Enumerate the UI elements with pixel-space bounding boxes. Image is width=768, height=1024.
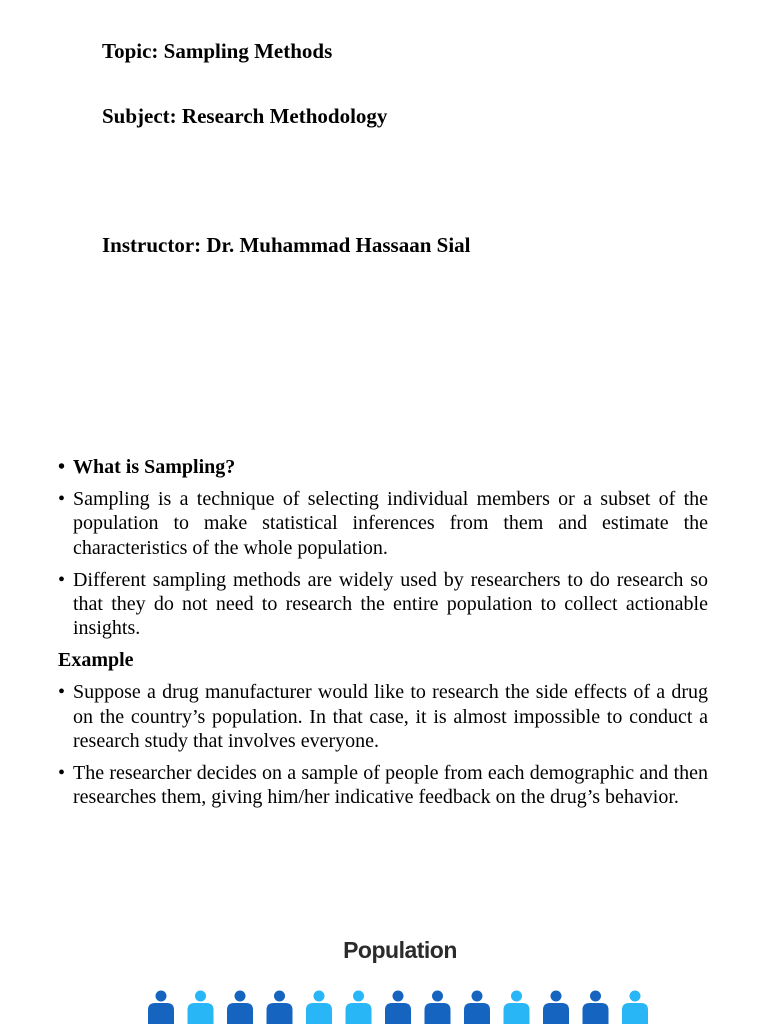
bullet-dot: •: [58, 487, 66, 510]
bullet-text: Different sampling methods are widely used by researchers to do research so that they do not need to research the entire population to collect actionable insights.: [73, 568, 708, 640]
person-icon: [504, 991, 530, 1024]
bullet-what-is-sampling: [58, 455, 708, 479]
person-icon: [306, 991, 332, 1024]
bullet-example-researcher: [58, 761, 708, 810]
bullet-dot: •: [58, 761, 66, 784]
person-icon: [583, 991, 609, 1024]
person-icon: [148, 991, 174, 1024]
bullet-dot: •: [58, 681, 66, 704]
person-icon: [385, 991, 411, 1024]
population-title: Population: [343, 937, 457, 963]
bullet-text: What is Sampling?: [73, 456, 236, 478]
person-icon: [425, 991, 451, 1024]
instructor-heading: Instructor: Dr. Muhammad Hassaan Sial: [102, 233, 471, 257]
example-label: Example: [58, 649, 134, 672]
person-icon: [227, 991, 253, 1024]
bullet-sampling-definition: [58, 487, 708, 560]
bullet-text: Sampling is a technique of selecting individual members or a subset of the population to make statistical inferences from them and estimate the characteristics of the whole population.: [73, 487, 708, 559]
bullet-dot: •: [58, 568, 66, 591]
bullet-dot: •: [58, 456, 66, 478]
person-icon: [464, 991, 490, 1024]
main-content: [58, 455, 708, 817]
person-icon: [267, 991, 293, 1024]
person-icon: [346, 991, 372, 1024]
bullet-sampling-methods: [58, 568, 708, 641]
person-icon: [622, 991, 648, 1024]
bullet-text: Suppose a drug manufacturer would like to research the side effects of a drug on the country’s population. In that case, it is almost impossible to conduct a research study that involves everyone.: [73, 681, 708, 753]
bullet-text: The researcher decides on a sample of people from each demographic and then researches them, giving him/her indicative feedback on the drug’s behavior.: [73, 761, 708, 809]
person-icon: [543, 991, 569, 1024]
population-people-illustration: [147, 990, 657, 1024]
topic-heading: Topic: Sampling Methods: [102, 39, 333, 63]
bullet-example-drug: [58, 680, 708, 753]
subject-heading: Subject: Research Methodology: [102, 104, 388, 128]
person-icon: [188, 991, 214, 1024]
